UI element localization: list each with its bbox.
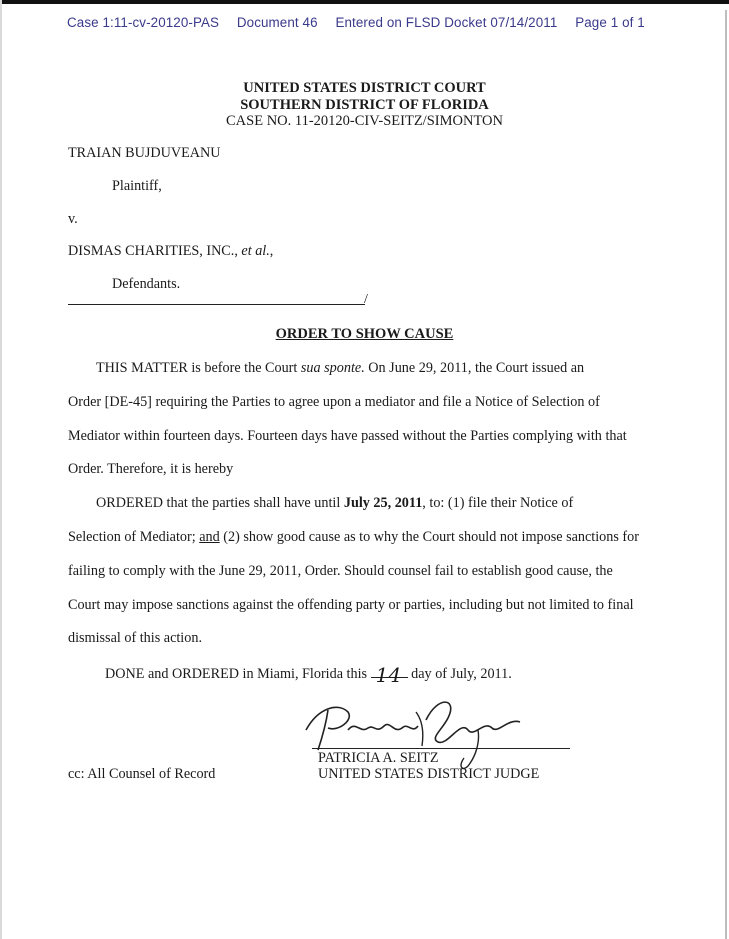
handwritten-day: 14 [375, 663, 402, 687]
para2-a: ORDERED that the parties shall have until [96, 495, 344, 511]
para1-line2: Order [DE-45] requiring the Parties to agree upon a mediator and file a Notice of Selection of [68, 394, 600, 410]
para1-c: On June 29, 2011, the Court issued an [364, 360, 585, 376]
defendant-label: Defendants. [112, 276, 181, 292]
court-line1: UNITED STATES DISTRICT COURT [243, 80, 486, 96]
para2-line4: Court may impose sanctions against the offending party or parties, including but not limited to final [68, 597, 634, 613]
done-c: day of July, 2011. [407, 666, 512, 682]
defendant-name-text: DISMAS CHARITIES, INC., [68, 243, 238, 259]
court-line2: SOUTHERN DISTRICT OF FLORIDA [240, 96, 489, 113]
judge-title: UNITED STATES DISTRICT JUDGE [318, 766, 540, 782]
scan-edge-left [0, 0, 2, 939]
docket-header [67, 15, 659, 30]
para1-line1 [96, 360, 584, 377]
cc-line: cc: All Counsel of Record [68, 766, 216, 782]
para2-line3: failing to comply with the June 29, 2011, Order. Should counsel fail to establish good cause, the [68, 563, 613, 579]
para1-line3: Mediator within fourteen days. Fourteen days have passed without the Parties complying with that [68, 428, 627, 444]
order-title-text: ORDER TO SHOW CAUSE [275, 326, 454, 342]
day-blank [371, 663, 408, 687]
plaintiff-name: TRAIAN BUJDUVEANU [68, 145, 221, 161]
defendant-etal: et al. [241, 243, 270, 259]
para2-line1 [96, 495, 573, 512]
case-number: CASE NO. 11-20120-CIV-SEITZ/SIMONTON [226, 113, 503, 129]
defendant-name [68, 243, 273, 260]
para1-sua-sponte: sua sponte. [300, 360, 365, 376]
court-heading [0, 80, 729, 130]
para2-and: and [199, 529, 220, 545]
header-case: Case 1:11-cv-20120-PAS [67, 15, 220, 30]
para2-line2a: Selection of Mediator; [68, 529, 200, 545]
judge-name: PATRICIA A. SEITZ [318, 750, 439, 766]
signature-line [312, 748, 570, 749]
para2-line5: dismissal of this action. [68, 630, 202, 646]
para2-line2 [68, 529, 639, 546]
para2-c: , to: (1) file their Notice of [422, 495, 574, 511]
caption-rule [68, 304, 365, 305]
header-document: Document 46 [236, 15, 318, 30]
done-line [105, 663, 512, 687]
para1-a: THIS MATTER is before the Court [96, 360, 301, 376]
caption-slash: / [364, 292, 368, 307]
para2-line2c: (2) show good cause as to why the Court should not impose sanctions for [219, 529, 639, 545]
top-rule [0, 0, 729, 4]
header-page: Page 1 of 1 [575, 15, 645, 30]
versus: v. [68, 211, 78, 227]
done-a: DONE and ORDERED in Miami, Florida this [105, 666, 371, 682]
order-title [0, 326, 729, 343]
header-entered: Entered on FLSD Docket 07/14/2011 [335, 15, 558, 30]
para2-deadline: July 25, 2011 [343, 495, 423, 511]
plaintiff-label: Plaintiff, [112, 178, 162, 194]
scan-edge-right [725, 10, 727, 939]
defendant-tail: , [269, 243, 274, 259]
para1-line4: Order. Therefore, it is hereby [68, 461, 234, 477]
